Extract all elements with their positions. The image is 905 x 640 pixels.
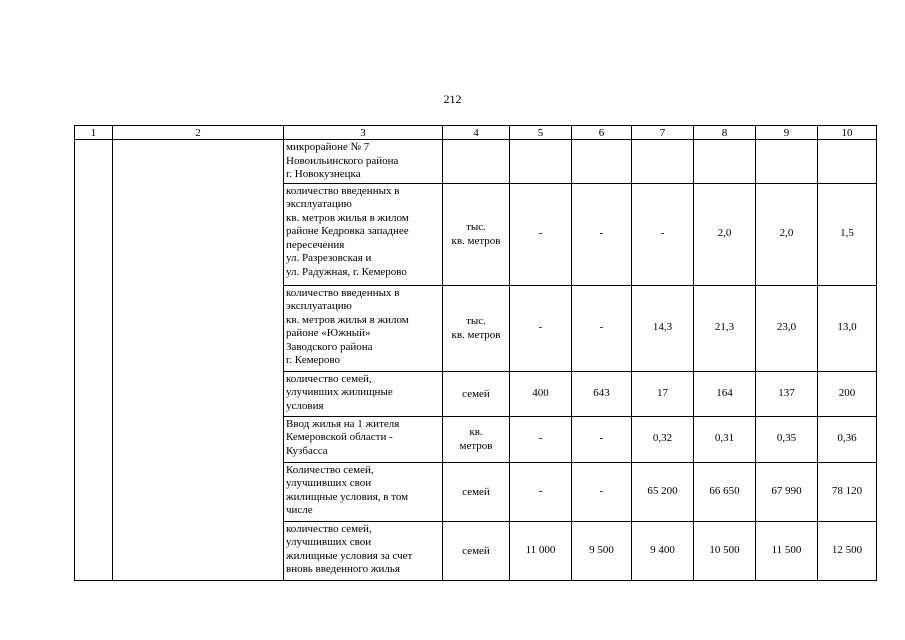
value-cell: 66 650 [694,462,756,521]
value-cell: - [510,462,572,521]
value-cell: - [510,183,572,285]
value-cell: - [572,183,632,285]
value-cell [510,140,572,184]
value-cell: 65 200 [632,462,694,521]
value-cell: 0,36 [818,416,877,462]
column-header: 2 [113,126,284,140]
value-cell: 9 500 [572,521,632,580]
header-row [75,126,877,140]
unit-cell: кв. метров [443,416,510,462]
column-header: 3 [284,126,443,140]
value-cell: - [572,285,632,371]
value-cell [818,140,877,184]
value-cell: 11 000 [510,521,572,580]
value-cell: - [632,183,694,285]
value-cell: 67 990 [756,462,818,521]
value-cell: 11 500 [756,521,818,580]
value-cell: - [572,462,632,521]
indicator-name: Ввод жилья на 1 жителя Кемеровской области - Кузбасса [284,416,443,462]
value-cell [632,140,694,184]
column-header: 4 [443,126,510,140]
value-cell: 400 [510,371,572,416]
value-cell: 164 [694,371,756,416]
value-cell: 10 500 [694,521,756,580]
unit-cell: семей [443,371,510,416]
value-cell: 23,0 [756,285,818,371]
indicator-name: Количество семей, улучшивших свои жилищные условия, в том числе [284,462,443,521]
column-header: 5 [510,126,572,140]
value-cell: 0,35 [756,416,818,462]
value-cell: 14,3 [632,285,694,371]
value-cell: 21,3 [694,285,756,371]
value-cell: 2,0 [694,183,756,285]
value-cell: 78 120 [818,462,877,521]
unit-cell: тыс. кв. метров [443,285,510,371]
value-cell [572,140,632,184]
value-cell: 9 400 [632,521,694,580]
column-header: 7 [632,126,694,140]
value-cell: - [510,416,572,462]
value-cell: 1,5 [818,183,877,285]
value-cell: 643 [572,371,632,416]
column-2-cell [113,140,284,581]
data-table [74,125,877,581]
value-cell: 17 [632,371,694,416]
value-cell [756,140,818,184]
unit-cell: семей [443,462,510,521]
indicator-name: количество введенных в эксплуатацию кв. метров жилья в жилом районе «Южный» Заводского района г. Кемерово [284,285,443,371]
value-cell: 200 [818,371,877,416]
value-cell: 2,0 [756,183,818,285]
value-cell: 0,31 [694,416,756,462]
indicator-name: количество семей, улучшивших свои жилищные условия за счет вновь введенного жилья [284,521,443,580]
table-row [75,140,877,184]
indicator-name: количество семей, улучивших жилищные условия [284,371,443,416]
column-header: 8 [694,126,756,140]
indicator-name: количество введенных в эксплуатацию кв. метров жилья в жилом районе Кедровка западнее пересечения ул. Разрезовская и ул. Радужная, г. Кемерово [284,183,443,285]
column-header: 1 [75,126,113,140]
value-cell: - [572,416,632,462]
value-cell: 0,32 [632,416,694,462]
column-header: 9 [756,126,818,140]
value-cell: 12 500 [818,521,877,580]
unit-cell: тыс. кв. метров [443,183,510,285]
value-cell: 137 [756,371,818,416]
indicator-name: микрорайоне № 7 Новоильинского района г. Новокузнецка [284,140,443,184]
column-1-cell [75,140,113,581]
page-number: 212 [443,92,462,106]
unit-cell [443,140,510,184]
column-header: 10 [818,126,877,140]
column-header: 6 [572,126,632,140]
value-cell [694,140,756,184]
value-cell: - [510,285,572,371]
value-cell: 13,0 [818,285,877,371]
unit-cell: семей [443,521,510,580]
